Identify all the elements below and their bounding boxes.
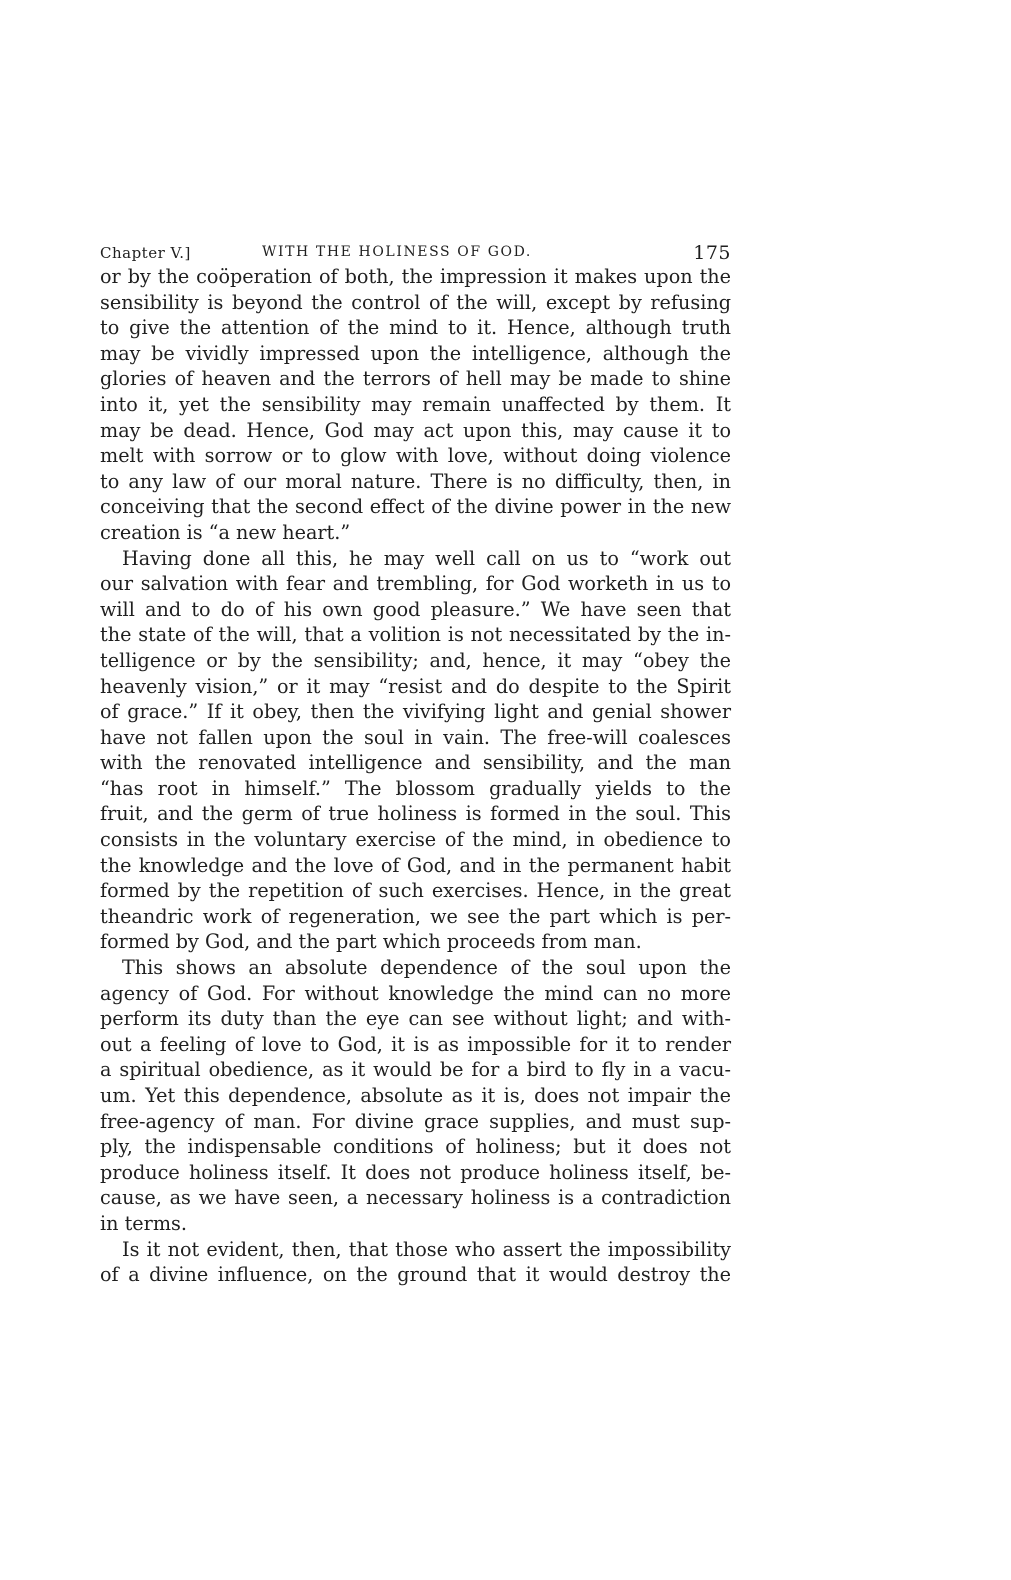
text-line: with the renovated intelligence and sensibility, and the man <box>100 751 731 775</box>
text-line: melt with sorrow or to glow with love, without doing violence <box>100 444 731 468</box>
text-line: telligence or by the sensibility; and, hence, it may “obey the <box>100 648 731 672</box>
body-text <box>100 264 731 1288</box>
text-line: Is it not evident, then, that those who assert the impossibility <box>122 1237 731 1261</box>
text-line: “has root in himself.” The blossom gradually yields to the <box>100 776 731 800</box>
text-line: will and to do of his own good pleasure.” We have seen that <box>100 597 731 621</box>
text-line: our salvation with fear and trembling, for God worketh in us to <box>100 572 731 596</box>
text-line: produce holiness itself. It does not produce holiness itself, be- <box>100 1160 731 1184</box>
text-line: or by the coöperation of both, the impression it makes upon the <box>100 265 731 288</box>
text-line: out a feeling of love to God, it is as impossible for it to render <box>100 1032 731 1056</box>
text-line: um. Yet this dependence, absolute as it is, does not impair the <box>100 1084 731 1107</box>
chapter-label: Chapter V.] <box>100 244 191 262</box>
paragraph <box>100 1237 731 1288</box>
page-number: 175 <box>693 242 731 264</box>
text-line: to give the attention of the mind to it. Hence, although truth <box>100 316 731 340</box>
text-line: conceiving that the second effect of the divine power in the new <box>100 495 731 519</box>
paragraph <box>100 264 731 546</box>
text-line: of grace.” If it obey, then the vivifying light and genial shower <box>100 700 731 724</box>
running-head <box>100 244 731 266</box>
text-line: in terms. <box>100 1211 187 1235</box>
text-line: agency of God. For without knowledge the mind can no more <box>100 981 731 1005</box>
text-line: a spiritual obedience, as it would be for a bird to fly in a vacu- <box>100 1058 731 1082</box>
text-line: This shows an absolute dependence of the soul upon the <box>122 956 731 980</box>
text-line: the knowledge and the love of God, and in the permanent habit <box>100 853 731 877</box>
text-line: consists in the voluntary exercise of the mind, in obedience to <box>100 828 731 852</box>
text-line: sensibility is beyond the control of the will, except by refusing <box>100 290 731 314</box>
text-line: ply, the indispensable conditions of holiness; but it does not <box>100 1135 731 1159</box>
paragraph <box>100 546 731 956</box>
text-line: glories of heaven and the terrors of hell may be made to shine <box>100 367 731 391</box>
running-title: WITH THE HOLINESS OF GOD. <box>262 244 532 260</box>
paragraph <box>100 955 731 1237</box>
text-line: to any law of our moral nature. There is no difficulty, then, in <box>100 469 731 493</box>
text-line: formed by God, and the part which proceeds from man. <box>100 930 642 954</box>
text-line: fruit, and the germ of true holiness is formed in the soul. This <box>100 802 731 826</box>
text-line: heavenly vision,” or it may “resist and do despite to the Spirit <box>100 674 731 698</box>
text-line: perform its duty than the eye can see without light; and with- <box>100 1007 731 1031</box>
text-line: Having done all this, he may well call on us to “work out <box>122 546 731 570</box>
text-line: may be dead. Hence, God may act upon this, may cause it to <box>100 418 731 442</box>
text-line: cause, as we have seen, a necessary holiness is a contradiction <box>100 1186 731 1210</box>
text-line: have not fallen upon the soul in vain. The free-will coalesces <box>100 725 731 749</box>
text-line: theandric work of regeneration, we see the part which is per- <box>100 904 731 928</box>
text-line: free-agency of man. For divine grace supplies, and must sup- <box>100 1109 731 1133</box>
text-line: creation is “a new heart.” <box>100 520 351 544</box>
text-line: of a divine influence, on the ground that it would destroy the <box>100 1263 731 1287</box>
text-line: the state of the will, that a volition is not necessitated by the in- <box>100 623 731 647</box>
text-line: may be vividly impressed upon the intelligence, although the <box>100 341 731 365</box>
text-line: into it, yet the sensibility may remain unaffected by them. It <box>100 392 731 416</box>
text-line: formed by the repetition of such exercises. Hence, in the great <box>100 879 731 903</box>
